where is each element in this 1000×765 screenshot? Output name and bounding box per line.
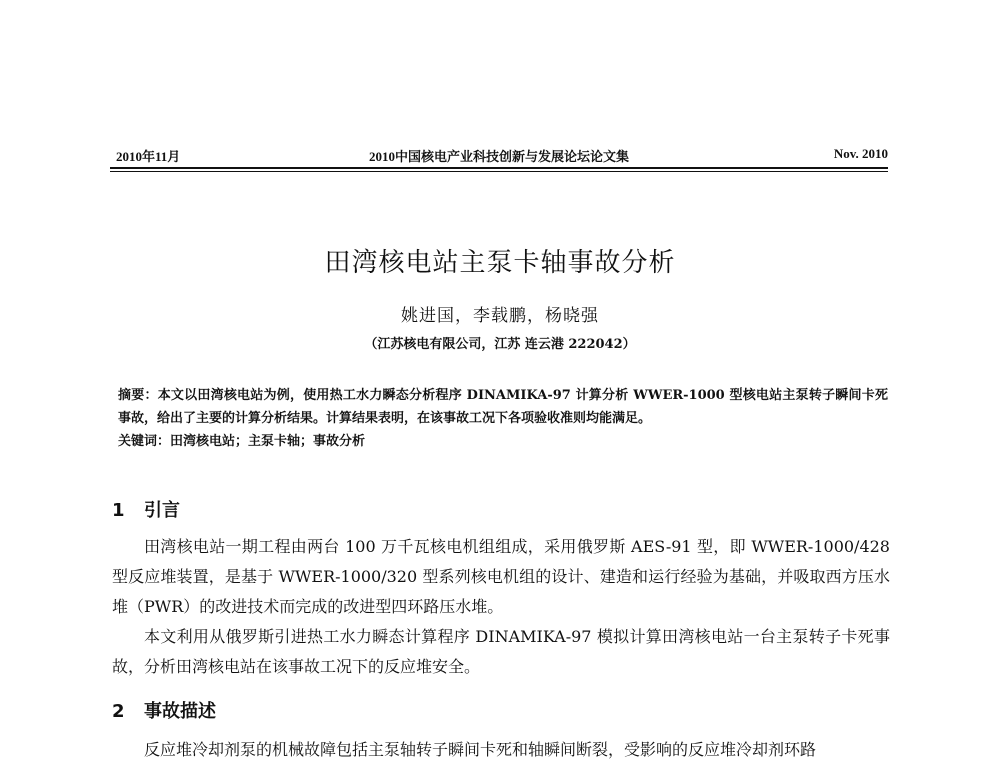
keywords-text: 田湾核电站；主泵卡轴；事故分析: [170, 434, 366, 449]
keywords-label: 关键词：: [118, 434, 171, 449]
paper-title: 田湾核电站主泵卡轴事故分析: [324, 248, 676, 278]
section-number: 1: [112, 500, 125, 521]
section-title: 引言: [144, 500, 180, 521]
header-date-english: Nov. 2010: [833, 146, 888, 161]
header-rule-thick: [110, 167, 888, 169]
abstract-text: 本文以田湾核电站为例，使用热工水力瞬态分析程序 DINAMIKA-97 计算分析 WWER-1000 型核电站主泵转子瞬间卡死事故，给出了主要的计算分析结果。计算结果表明，在该事故工况下各项验收准则均能满足。: [118, 388, 888, 426]
section-number: 2: [112, 701, 125, 722]
header-date: 2010年11月: [116, 149, 181, 164]
body-paragraph: 反应堆冷却剂泵的机械故障包括主泵轴转子瞬间卡死和轴瞬间断裂，受影响的反应堆冷却剂环路: [144, 740, 817, 759]
header-proceedings-title: 2010中国核电产业科技创新与发展论坛论文集: [368, 149, 629, 164]
abstract-label: 摘要：: [118, 388, 158, 403]
running-header: [110, 146, 888, 168]
body-paragraph: 田湾核电站一期工程由两台 100 万千瓦核电机组组成，采用俄罗斯 AES-91 型，即 WWER-1000/428 型反应堆装置，是基于 WWER-1000/320 型系列核电机组的设计、建造和运行经验为基础，并吸取西方压水堆（PWR）的改进技术而完成的改进型四环路压水堆。: [112, 537, 890, 616]
section-title: 事故描述: [144, 701, 216, 722]
body-paragraph: 本文利用从俄罗斯引进热工水力瞬态计算程序 DINAMIKA-97 模拟计算田湾核电站一台主泵转子卡死事故，分析田湾核电站在该事故工况下的反应堆安全。: [112, 627, 890, 676]
paper-affiliation: （江苏核电有限公司，江苏 连云港 222042）: [364, 337, 636, 352]
paper-authors: 姚进国，李载鹏，杨晓强: [401, 306, 599, 326]
abstract: [118, 384, 888, 430]
section-heading: [112, 697, 216, 723]
section-heading: [112, 496, 180, 522]
keywords: [118, 430, 888, 453]
header-rule-thin: [110, 171, 888, 172]
